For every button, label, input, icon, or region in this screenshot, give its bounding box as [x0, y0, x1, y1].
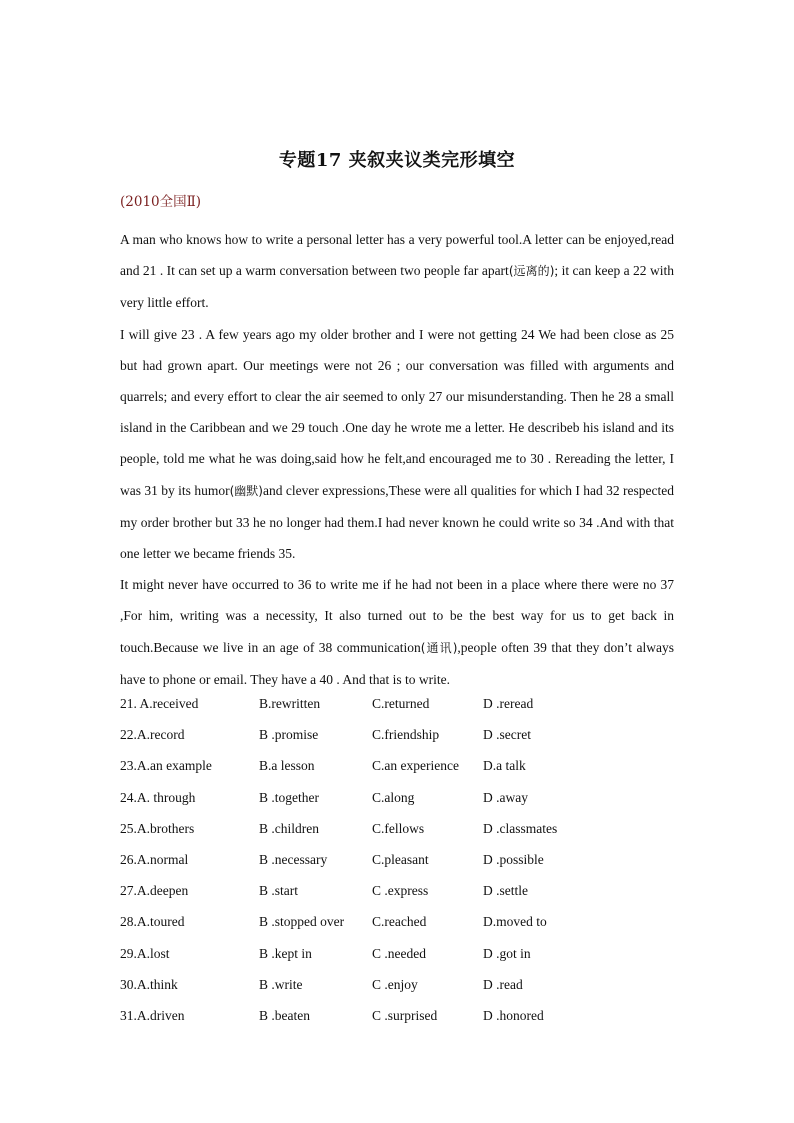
- option-c: C.fellows: [372, 820, 425, 836]
- passage-text: I will give 23 . A few years ago my older brother and I were not getting 24 We had been close as 25 but had grown apart. Our meetings were not 26 ; our conversation was filled with arguments and quarrels; and every effort to clear the air seemed to only 27 our misunderstanding. Then he 28 a small island in the Caribbean and we 29 touch .One day he wrote me a letter. He describeb his island and its people, told me what he was doing,said how he felt,and encouraged me to 30 . Rereading the letter, I was 31 by its humor: [120, 326, 674, 498]
- option-row: [120, 813, 680, 844]
- passage-paragraph-3: [120, 569, 674, 695]
- option-a: 24.A. through: [120, 789, 196, 805]
- option-a: 21. A.received: [120, 696, 199, 711]
- option-row: [120, 1000, 680, 1031]
- option-d: D .settle: [483, 883, 528, 899]
- option-d: D .read: [483, 976, 523, 992]
- passage-text: and clever expressions,These were all qualities for which I had 32 respected my order brother but 33 he no longer had them.I had never known he could write so 34 .And with that one letter we became friends 35.: [120, 482, 674, 562]
- option-row: [120, 750, 680, 781]
- option-a: 26.A.normal: [120, 851, 189, 867]
- option-d: D .away: [483, 789, 528, 805]
- option-b: B .promise: [259, 727, 319, 743]
- option-d: D .possible: [483, 851, 544, 867]
- option-c: C.along: [372, 789, 415, 805]
- passage: [120, 224, 674, 695]
- source-label: (2010全国Ⅱ): [120, 194, 202, 210]
- option-b: B .stopped over: [259, 914, 345, 930]
- option-d: D .got in: [483, 945, 531, 961]
- option-a: 31.A.driven: [120, 1007, 185, 1023]
- option-c: C.returned: [372, 696, 430, 711]
- option-c: C.pleasant: [372, 851, 429, 867]
- passage-paragraph-1: [120, 224, 674, 319]
- option-row: [120, 688, 680, 719]
- option-c: C .express: [372, 883, 429, 899]
- option-b: B.rewritten: [259, 696, 321, 711]
- option-c: C .enjoy: [372, 976, 418, 992]
- option-d: D .secret: [483, 727, 531, 743]
- passage-text: ; it can keep a 22 with very little effort.: [120, 263, 674, 311]
- option-row: [120, 969, 680, 1000]
- option-d: D .reread: [483, 696, 534, 711]
- option-a: 22.A.record: [120, 727, 185, 743]
- option-b: B .write: [259, 976, 303, 992]
- passage-text: It might never have occurred to 36 to write me if he had not been in a place where there were no 37 ,For him, writing was a necessity, It also turned out to be the best way for us to get back in touch.Because we live in an age of 38 communication: [120, 577, 674, 655]
- passage-text: ,people often 39 that they don’t always have to phone or email. They have a 40 . And that is to write.: [120, 639, 674, 687]
- passage-gloss: (远离的): [508, 264, 555, 279]
- option-c: C.friendship: [372, 727, 440, 743]
- option-b: B .necessary: [259, 851, 328, 867]
- option-c: C.an experience: [372, 758, 459, 774]
- option-b: B .together: [259, 789, 319, 805]
- passage-text: A man who knows how to write a personal letter has a very powerful tool.A letter can be enjoyed,read and 21 . It can set up a warm conversation between two people far apart: [120, 232, 674, 279]
- option-a: 28.A.toured: [120, 914, 185, 930]
- option-row: [120, 719, 680, 750]
- option-b: B .start: [259, 883, 298, 899]
- option-a: 29.A.lost: [120, 945, 170, 961]
- option-d: D .honored: [483, 1007, 544, 1023]
- option-b: B .beaten: [259, 1007, 310, 1023]
- option-a: 30.A.think: [120, 976, 178, 992]
- option-b: B .children: [259, 820, 319, 836]
- page-title: 专题17 夹叙夹议类完形填空: [278, 150, 516, 171]
- option-row: [120, 844, 680, 875]
- option-c: C .needed: [372, 945, 426, 961]
- option-b: B.a lesson: [259, 758, 315, 774]
- option-c: C .surprised: [372, 1007, 438, 1023]
- option-d: D .classmates: [483, 820, 558, 836]
- option-a: 25.A.brothers: [120, 820, 195, 836]
- passage-paragraph-2: [120, 319, 674, 570]
- option-row: [120, 875, 680, 906]
- option-d: D.a talk: [483, 758, 526, 774]
- option-a: 23.A.an example: [120, 758, 212, 774]
- options-list: [120, 688, 680, 1031]
- option-a: 27.A.deepen: [120, 883, 189, 899]
- option-d: D.moved to: [483, 914, 547, 930]
- passage-gloss: (通讯): [420, 640, 458, 655]
- passage-gloss: (幽默): [229, 483, 263, 498]
- option-row: [120, 782, 680, 813]
- option-row: [120, 906, 680, 937]
- option-row: [120, 938, 680, 969]
- option-b: B .kept in: [259, 945, 312, 961]
- option-c: C.reached: [372, 914, 427, 930]
